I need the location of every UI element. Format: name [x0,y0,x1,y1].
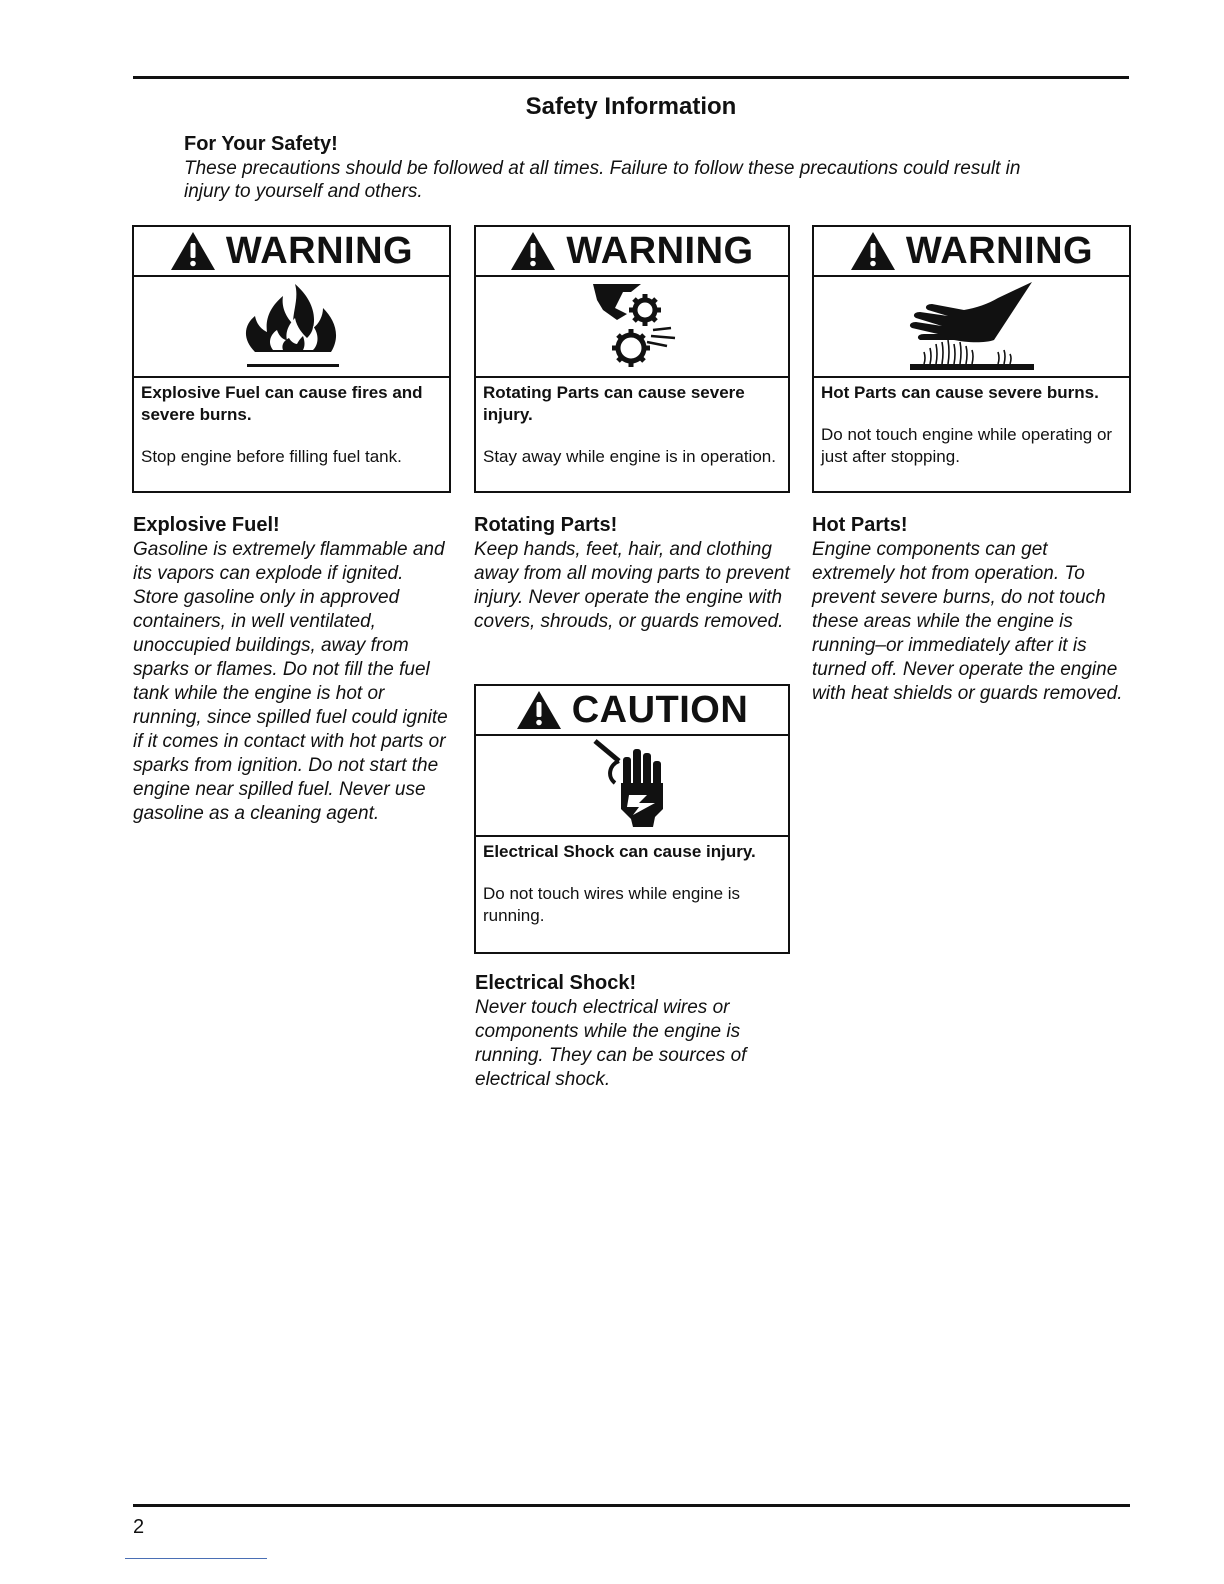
rotating-parts-pictogram [476,277,788,378]
hot-section-heading: Hot Parts! [812,514,908,536]
sign-instruction: Stay away while engine is in operation. [483,447,776,466]
hot-section-text: Engine components can get extremely hot from operation. To prevent severe burns, do not touch these areas while the engine is running–or immediately after it is turned off. Never operate the engine with heat shields or guards removed. [812,539,1123,704]
rotating-parts-icon [567,280,697,374]
sign-instruction: Do not touch wires while engine is running. [483,884,741,925]
warning-triangle-icon [170,231,216,271]
warning-triangle-icon [510,231,556,271]
sign-header [134,227,449,277]
electrical-shock-caution-sign [474,684,790,954]
rotating-section-text: Keep hands, feet, hair, and clothing away from all moving parts to prevent injury. Never operate the engine with covers, shrouds, or guards removed. [474,539,790,632]
warning-triangle-icon [516,690,562,730]
sign-instruction: Stop engine before filling fuel tank. [141,447,402,466]
hot-parts-warning-sign [812,225,1131,493]
sign-hazard-statement: Hot Parts can cause severe burns. [821,383,1099,402]
sign-hazard-statement: Electrical Shock can cause injury. [483,842,756,861]
fire-pictogram [134,277,449,378]
fuel-section-text: Gasoline is extremely flammable and its vapors can explode if ignited. Store gasoline only in approved containers, in well ventilated, unoccupied buildings, away from sparks or flames. Do not fill the fuel tank while the engine is hot or running, since spilled fuel could ignite if it comes in contact with hot parts or sparks from ignition. Do not start the engine near spilled fuel. Never use gasoline as a cleaning agent. [133,539,448,824]
sign-header-label: WARNING [566,230,754,272]
sign-hazard-statement: Explosive Fuel can cause fires and severe burns. [141,383,423,424]
fuel-section-heading: Explosive Fuel! [133,514,280,536]
rotating-section-heading: Rotating Parts! [474,514,618,536]
intro-heading: For Your Safety! [184,133,338,155]
fuel-warning-sign [132,225,451,493]
top-rule [133,76,1129,79]
sign-instruction: Do not touch engine while operating or just after stopping. [821,425,1113,466]
warning-triangle-icon [850,231,896,271]
shock-section-text: Never touch electrical wires or components while the engine is running. They can be sources of electrical shock. [475,997,747,1090]
sign-header-label: CAUTION [571,689,749,731]
rotating-parts-warning-sign [474,225,790,493]
sign-header [476,686,788,736]
bottom-rule [133,1504,1130,1507]
shock-section-heading: Electrical Shock! [475,972,637,994]
page-number: 2 [133,1516,145,1538]
footer-link-line [125,1558,267,1559]
sign-header-label: WARNING [225,230,414,272]
sign-header [814,227,1129,277]
hot-surface-hand-icon [902,280,1042,374]
sign-hazard-statement: Rotating Parts can cause severe injury. [483,383,745,424]
electrical-shock-pictogram [476,736,788,837]
hot-parts-pictogram [814,277,1129,378]
intro-text: These precautions should be followed at all times. Failure to follow these precautions could result in injury to yourself and others. [184,158,1021,202]
sign-header-label: WARNING [905,230,1094,272]
page-title: Safety Information [525,93,737,120]
electric-shock-hand-icon [567,739,697,833]
sign-header [476,227,788,277]
fire-icon [227,280,357,374]
